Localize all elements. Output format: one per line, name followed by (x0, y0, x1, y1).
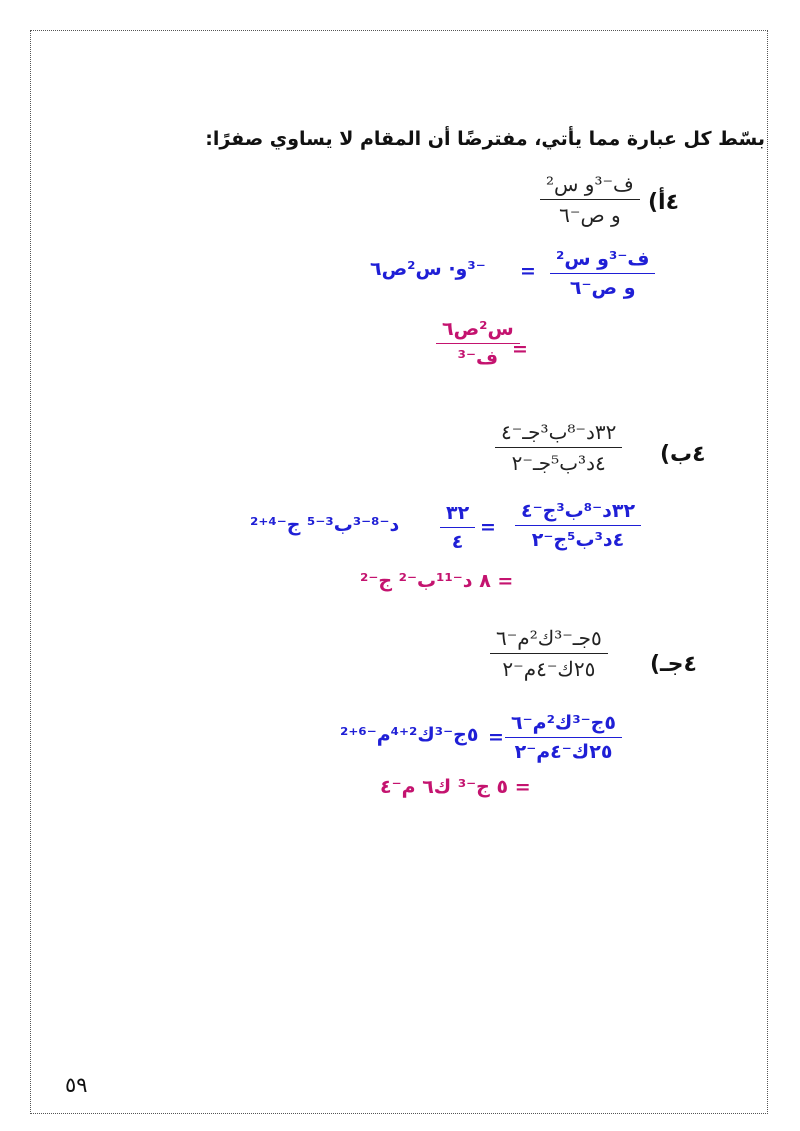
equals-sign: = (480, 516, 496, 538)
problem-a-question (540, 172, 640, 227)
fraction-bar (550, 273, 655, 274)
problem-c-question (490, 626, 608, 681)
equals-sign: = (520, 260, 536, 282)
problem-a-step1-rhs: ⁻³و· س²ص٦ (370, 258, 486, 280)
fraction-bar (436, 343, 520, 344)
fraction-numerator: ف⁻³و س² (546, 172, 634, 196)
fraction-bar (540, 199, 640, 200)
fraction-denominator: ٢٥ك⁻٤م⁻٢ (502, 657, 596, 681)
fraction-bar (515, 525, 641, 526)
fraction-bar (505, 737, 622, 738)
problem-a-step1-fraction (550, 248, 655, 299)
fraction-denominator: و ص⁻٦ (559, 203, 621, 227)
problem-b-label: ٤ب) (660, 442, 706, 467)
problem-b-coefficient (440, 502, 475, 553)
problem-c-step1-fraction (505, 712, 622, 763)
fraction-denominator: ٢٥ك⁻٤م⁻٢ (514, 741, 613, 763)
problem-b-question (495, 420, 622, 475)
fraction-denominator: ف⁻³ (457, 347, 499, 369)
fraction-bar (440, 527, 475, 528)
problem-c-step1-rhs: ٥ج⁻³ك²⁺⁴م⁻⁶⁺² (340, 724, 479, 746)
instruction-text: بسّط كل عبارة مما يأتي، مفترضًا أن المقام لا يساوي صفرًا: (205, 128, 765, 150)
fraction-denominator: ٤د³ب⁵ج⁻٢ (531, 529, 625, 551)
equals-sign: = (512, 338, 528, 360)
fraction-bar (490, 653, 608, 654)
fraction-denominator: و ص⁻٦ (569, 277, 636, 299)
problem-a-label: ٤أ) (648, 190, 680, 215)
fraction-bar (495, 447, 622, 448)
fraction-numerator: ٣٢د⁻⁸ب³جـ⁻٤ (501, 420, 617, 444)
problem-a-answer-fraction (436, 318, 520, 369)
problem-c-label: ٤جـ) (650, 652, 697, 677)
fraction-denominator: ٤د³ب⁵جـ⁻٢ (511, 451, 606, 475)
fraction-numerator: س²ص٦ (442, 318, 514, 340)
problem-b-step1-fraction (515, 500, 641, 551)
fraction-numerator: ف⁻³و س² (556, 248, 650, 270)
page-number: ٥٩ (65, 1073, 88, 1097)
problem-b-step1-rhs: د⁻⁸⁻³ب³⁻⁵ ج⁻⁴⁺² (250, 514, 400, 536)
fraction-denominator: ٤ (451, 531, 464, 553)
fraction-numerator: ٣٢د⁻⁸ب³ج⁻٤ (521, 500, 636, 522)
fraction-numerator: ٣٢ (446, 502, 470, 524)
problem-b-answer: = ٨ د⁻¹¹ب⁻² ج⁻² (360, 570, 514, 592)
problem-c-answer: = ٥ ج⁻³ ك٦ م⁻٤ (380, 776, 531, 798)
equals-sign: = (488, 726, 504, 748)
fraction-numerator: ٥ج⁻³ك²م⁻٦ (511, 712, 616, 734)
fraction-numerator: ٥جـ⁻³ك²م⁻٦ (496, 626, 602, 650)
